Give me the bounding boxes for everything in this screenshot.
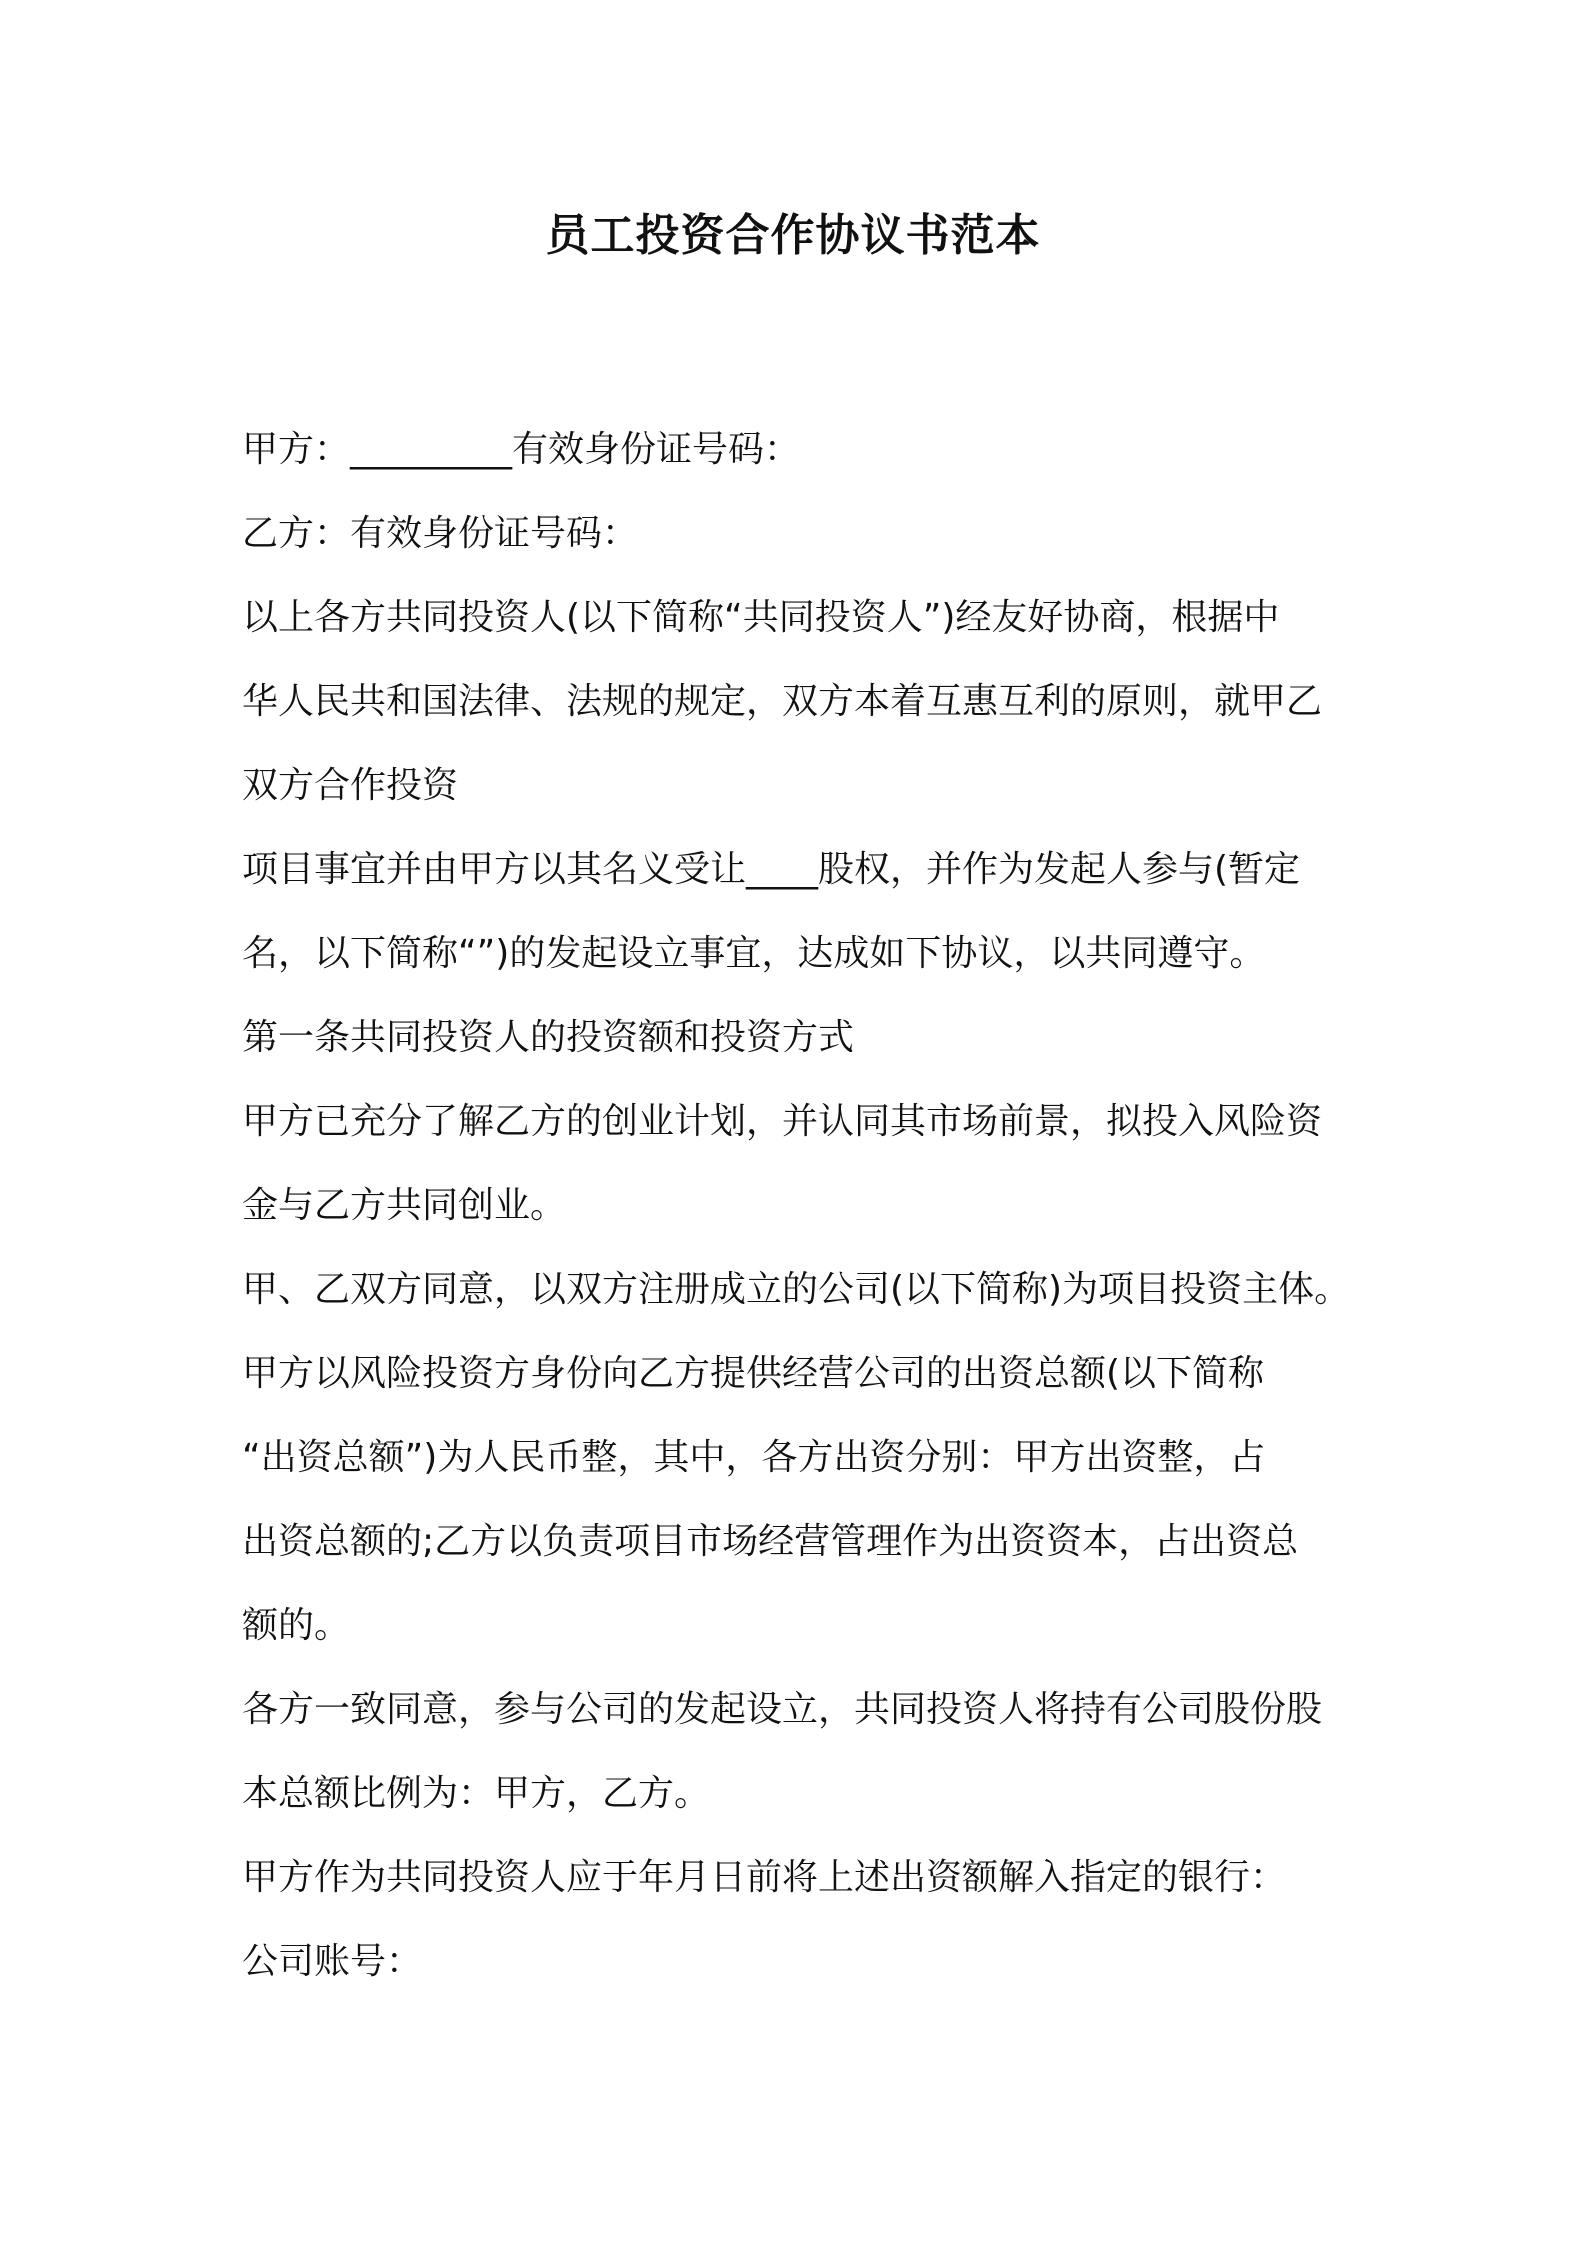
project-line-1: 项目事宜并由甲方以其名义受让____股权，并作为发起人参与(暂定 xyxy=(242,849,1301,890)
company-account-line: 公司账号： xyxy=(242,1941,423,1982)
article-one-line-2: 金与乙方共同创业。 xyxy=(242,1185,567,1226)
article-one-line-8: 各方一致同意，参与公司的发起设立，共同投资人将持有公司股份股 xyxy=(242,1689,1323,1730)
article-one-line-1: 甲方已充分了解乙方的创业计划，并认同其市场前景，拟投入风险资 xyxy=(242,1101,1323,1142)
article-one-line-5: “出资总额”)为人民币整，其中，各方出资分别：甲方出资整，占 xyxy=(242,1437,1266,1478)
document-title: 员工投资合作协议书范本 xyxy=(545,210,1041,261)
article-one-line-3: 甲、乙双方同意，以双方注册成立的公司(以下简称)为项目投资主体。 xyxy=(242,1269,1351,1310)
project-line-2: 名，以下简称“”)的发起设立事宜，达成如下协议，以共同遵守。 xyxy=(242,933,1266,974)
article-one-line-10: 甲方作为共同投资人应于年月日前将上述出资额解入指定的银行： xyxy=(242,1857,1287,1898)
party-b-line: 乙方：有效身份证号码： xyxy=(242,513,639,554)
article-one-line-6: 出资总额的;乙方以负责项目市场经营管理作为出资资本，占出资总 xyxy=(242,1521,1299,1562)
preamble-line-3: 双方合作投资 xyxy=(242,765,459,806)
article-one-heading: 第一条共同投资人的投资额和投资方式 xyxy=(242,1017,855,1058)
article-one-line-4: 甲方以风险投资方身份向乙方提供经营公司的出资总额(以下简称 xyxy=(242,1353,1265,1394)
preamble-line-1: 以上各方共同投资人(以下简称“共同投资人”)经友好协商，根据中 xyxy=(242,597,1280,638)
document-body xyxy=(242,408,1362,2004)
party-a-line: 甲方：_________有效身份证号码： xyxy=(242,429,801,470)
preamble-line-2: 华人民共和国法律、法规的规定，双方本着互惠互利的原则，就甲乙 xyxy=(242,681,1323,722)
article-one-line-9: 本总额比例为：甲方，乙方。 xyxy=(242,1773,711,1814)
article-one-line-7: 额的。 xyxy=(242,1605,351,1646)
